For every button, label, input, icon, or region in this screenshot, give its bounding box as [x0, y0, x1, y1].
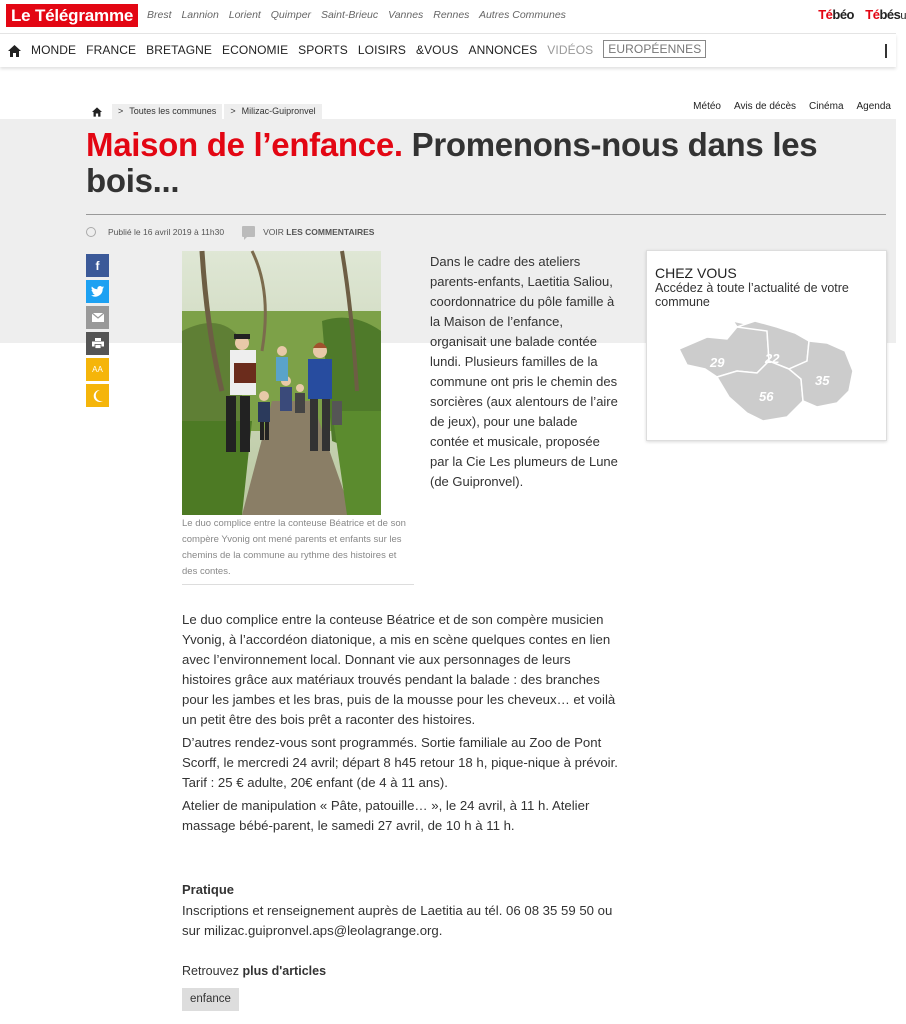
city-links — [147, 9, 573, 21]
clock-icon — [86, 227, 96, 237]
more-articles-label: plus d'articles — [242, 964, 327, 978]
breadcrumb-item-communes[interactable] — [112, 104, 222, 119]
nav-item-france[interactable]: FRANCE — [86, 43, 137, 57]
city-link-autres-communes[interactable]: Autres Communes — [478, 9, 566, 21]
tebesud-logo[interactable] — [865, 7, 906, 22]
caption-divider — [182, 584, 414, 585]
article-paragraph: Le duo complice entre la conteuse Béatrice et de son compère musicien Yvonig, à l’accordéon diatonique, a mis en scène quelques contes en lien avec l’environnement local. Donnant vie aux personnages de leurs histoires grâce aux matériaux trouvés pendant la balade : des branches pour les jambes et les bras, puis de la mousse pour les cheveux… et voilà un petit être des bois prêt a raconter des histoires. — [182, 612, 616, 727]
map-label-35: 35 — [815, 373, 830, 388]
print-icon[interactable] — [86, 332, 109, 355]
pratique-heading: Pratique — [182, 882, 235, 897]
city-link-lannion[interactable]: Lannion — [181, 9, 219, 21]
tebesud-logo-tail: u — [900, 10, 906, 22]
breadcrumb-separator: > — [230, 106, 236, 116]
article-body — [182, 610, 622, 839]
breadcrumb-home-icon[interactable] — [92, 107, 102, 117]
map-label-29: 29 — [710, 355, 725, 370]
map-label-56: 56 — [759, 389, 774, 404]
title-main: Promenons-nous dans les bois... — [86, 126, 818, 199]
nav-item-europeennes[interactable]: EUROPÉENNES — [603, 40, 706, 58]
article-meta — [86, 226, 374, 237]
nav-item-sports[interactable]: SPORTS — [298, 43, 348, 57]
utility-links — [680, 101, 891, 112]
font-size-icon[interactable]: AA — [86, 358, 109, 381]
nav-item-monde[interactable]: MONDE — [31, 43, 77, 57]
pratique-text: Inscriptions et renseignement auprès de Laetitia au tél. 06 08 35 59 50 ou sur milizac.guipronvel.aps@leolagrange.org. — [182, 903, 613, 938]
nav-item-vous[interactable]: &VOUS — [415, 43, 459, 57]
city-link-quimper[interactable]: Quimper — [270, 9, 312, 21]
breadcrumb-label: Toutes les communes — [129, 106, 217, 116]
breadcrumb-separator: > — [118, 106, 124, 116]
site-logo[interactable]: Le Télégramme — [6, 4, 138, 27]
more-articles-prefix: Retrouvez — [182, 964, 239, 978]
twitter-icon[interactable] — [86, 280, 109, 303]
tag-enfance[interactable]: enfance — [182, 988, 239, 1011]
util-link-meteo[interactable]: Météo — [693, 101, 721, 112]
article-paragraph: Atelier de manipulation « Pâte, patouille… », le 24 avril, à 11 h. Atelier massage bébé-parent, le samedi 27 avril, de 10 h à 11 h. — [182, 798, 590, 833]
city-link-saint-brieuc[interactable]: Saint-Brieuc — [320, 9, 379, 21]
comments-link[interactable] — [263, 227, 374, 237]
comment-icon — [242, 226, 255, 237]
tebesud-logo-dark: bés — [879, 7, 901, 22]
article-photo[interactable] — [182, 251, 381, 515]
widget-text: Accédez à toute l’actualité de votre commune — [655, 281, 849, 309]
map-label-22: 22 — [765, 351, 780, 366]
title-divider — [86, 214, 886, 215]
tebeo-logo-red: Té — [818, 7, 833, 22]
tebesud-logo-red: Té — [865, 7, 880, 22]
share-bar — [86, 254, 109, 410]
nav-item-videos[interactable]: VIDÉOS — [547, 43, 594, 57]
util-link-cinema[interactable]: Cinéma — [809, 101, 844, 112]
city-link-vannes[interactable]: Vannes — [388, 9, 424, 21]
article-intro: Dans le cadre des ateliers parents-enfants, Laetitia Saliou, coordonnatrice du pôle famille à la Maison de l’enfance, organisait une balade contée lundi. Plusieurs familles de la commune ont pris le chemin des sorcières (aux alentours de l’aire de jeux), pour une balade contée et musicale, proposée par la Cie Les plumeurs de Lune (de Guipronvel). — [430, 254, 618, 489]
article-paragraph: D’autres rendez-vous sont programmés. Sortie familiale au Zoo de Pont Scorff, le mercredi 24 avril; départ 8 h45 retour 18 h, pique-nique à prévoir. Tarif : 25 € adulte, 20€ enfant (de 4 à 11 ans). — [182, 735, 618, 790]
night-mode-icon[interactable] — [86, 384, 109, 407]
util-link-avis-deces[interactable]: Avis de décès — [733, 101, 797, 112]
breadcrumb — [92, 104, 324, 119]
breadcrumb-item-milizac[interactable] — [224, 104, 321, 119]
tebeo-logo-dark: béo — [832, 7, 854, 22]
widget-title: CHEZ VOUS — [655, 265, 737, 281]
title-kicker: Maison de l’enfance. — [86, 126, 403, 163]
publish-date: Publié le 16 avril 2019 à 11h30 — [108, 226, 225, 237]
nav-menu — [31, 43, 716, 58]
comments-prefix: VOIR — [263, 226, 284, 237]
nav-item-annonces[interactable]: ANNONCES — [468, 43, 538, 57]
util-link-agenda[interactable]: Agenda — [856, 101, 891, 112]
city-link-rennes[interactable]: Rennes — [433, 9, 470, 21]
city-link-lorient[interactable]: Lorient — [228, 9, 261, 21]
comments-label: LES COMMENTAIRES — [286, 226, 375, 237]
menu-toggle[interactable] — [885, 44, 887, 58]
email-icon[interactable] — [86, 306, 109, 329]
nav-item-loisirs[interactable]: LOISIRS — [357, 43, 406, 57]
city-link-brest[interactable]: Brest — [147, 9, 172, 21]
top-bar — [0, 0, 906, 33]
main-nav — [0, 34, 896, 67]
nav-item-economie[interactable]: ECONOMIE — [222, 43, 289, 57]
page-title — [86, 127, 876, 199]
home-icon[interactable] — [8, 44, 21, 56]
brittany-map[interactable] — [677, 321, 857, 431]
nav-item-bretagne[interactable]: BRETAGNE — [146, 43, 213, 57]
more-articles — [182, 964, 326, 978]
tebeo-logo[interactable] — [818, 7, 854, 22]
breadcrumb-label: Milizac-Guipronvel — [241, 106, 316, 116]
chez-vous-widget[interactable] — [646, 250, 887, 441]
photo-caption: Le duo complice entre la conteuse Béatrice et de son compère Yvonig ont mené parents et enfants sur les chemins de la commune au rythme des histoires et des contes. — [182, 518, 406, 577]
facebook-icon[interactable]: f — [86, 254, 109, 277]
